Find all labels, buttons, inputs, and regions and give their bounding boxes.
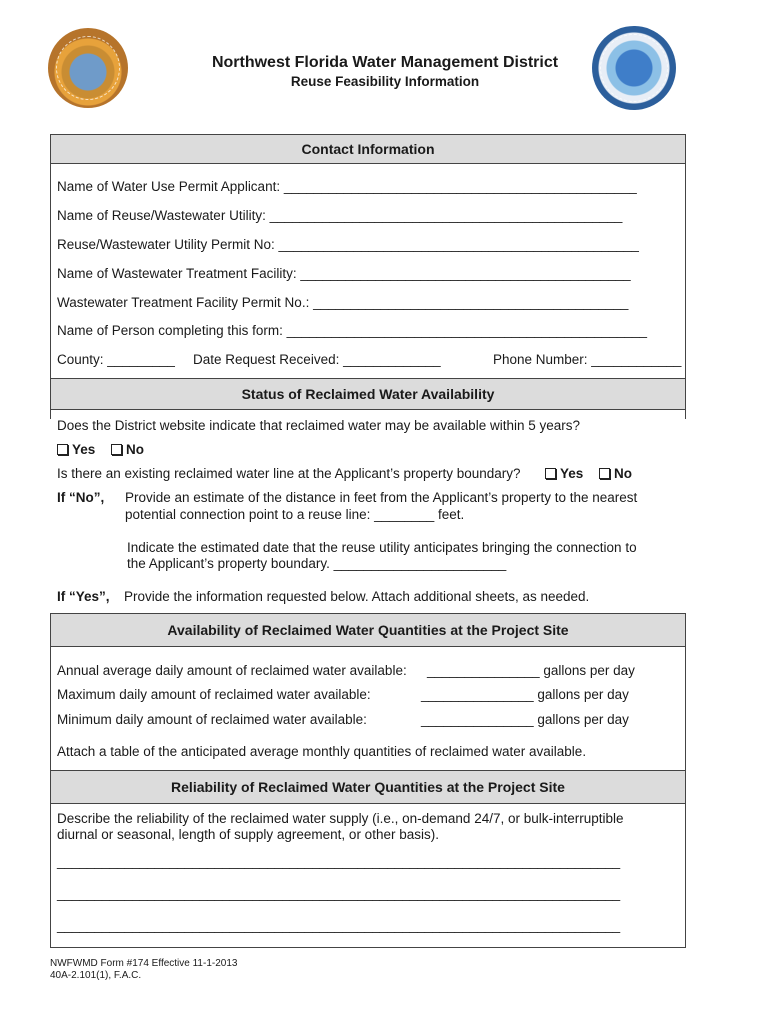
checkbox-icon[interactable] [599, 468, 610, 479]
checkbox-icon[interactable] [545, 468, 556, 479]
availability-header-box [50, 613, 686, 647]
county-field[interactable]: County: _________ [57, 352, 175, 367]
status-heading: Status of Reclaimed Water Availability [51, 379, 685, 410]
utility-permit-field[interactable]: Reuse/Wastewater Utility Permit No: ________________________________________________ [57, 237, 639, 252]
status-header-box [50, 378, 686, 419]
annual-field[interactable]: _______________ gallons per day [427, 663, 635, 678]
reliability-section [50, 770, 686, 948]
existing-line-yes-option[interactable]: Yes [545, 466, 583, 481]
facility-field[interactable]: Name of Wastewater Treatment Facility: ____________________________________________ [57, 266, 631, 281]
existing-line-question: Is there an existing reclaimed water line at the Applicant’s property boundary? [57, 466, 521, 481]
reliability-blank-line[interactable]: ___________________________________________________________________________ [57, 886, 621, 901]
availability-heading: Availability of Reclaimed Water Quantities at the Project Site [51, 614, 685, 646]
if-no-date-text-2[interactable]: the Applicant’s property boundary. _______________________ [127, 556, 507, 571]
if-yes-text: Provide the information requested below. Attach additional sheets, as needed. [124, 589, 590, 604]
utility-field[interactable]: Name of Reuse/Wastewater Utility: _______________________________________________ [57, 208, 623, 223]
attach-note: Attach a table of the anticipated average monthly quantities of reclaimed water available. [57, 744, 587, 759]
checkbox-icon[interactable] [111, 444, 122, 455]
website-question: Does the District website indicate that reclaimed water may be available within 5 years? [57, 418, 580, 433]
if-no-label: If “No”, [57, 490, 105, 505]
contact-section [50, 134, 686, 380]
reliability-blank-line[interactable]: ___________________________________________________________________________ [57, 918, 621, 933]
if-no-distance-text-1: Provide an estimate of the distance in feet from the Applicant’s property to the nearest [125, 490, 638, 505]
checkbox-icon[interactable] [57, 444, 68, 455]
page-title: Northwest Florida Water Management District [211, 54, 559, 71]
existing-line-no-option[interactable]: No [599, 466, 632, 481]
reliability-heading: Reliability of Reclaimed Water Quantities at the Project Site [51, 771, 685, 804]
if-yes-label: If “Yes”, [57, 589, 110, 604]
maximum-label: Maximum daily amount of reclaimed water available: [57, 687, 371, 702]
reliability-blank-line[interactable]: ___________________________________________________________________________ [57, 854, 621, 869]
website-no-option[interactable]: No [111, 442, 144, 457]
availability-section [50, 645, 686, 771]
phone-field[interactable]: Phone Number: ____________ [493, 352, 682, 367]
footer [50, 958, 237, 982]
facility-permit-field[interactable]: Wastewater Treatment Facility Permit No.: __________________________________________ [57, 295, 629, 310]
annual-label: Annual average daily amount of reclaimed water available: [57, 663, 407, 678]
maximum-field[interactable]: _______________ gallons per day [421, 687, 629, 702]
reliability-text-1: Describe the reliability of the reclaimed water supply (i.e., on-demand 24/7, or bulk-interruptible [57, 811, 624, 826]
form-number: NWFWMD Form #174 Effective 11-1-2013 [50, 958, 238, 969]
contact-heading: Contact Information [51, 135, 685, 164]
website-yes-option[interactable]: Yes [57, 442, 95, 457]
minimum-field[interactable]: _______________ gallons per day [421, 712, 629, 727]
date-received-field[interactable]: Date Request Received: _____________ [193, 352, 441, 367]
reliability-text-2: diurnal or seasonal, length of supply agreement, or other basis). [57, 827, 439, 842]
page-subtitle: Reuse Feasibility Information [290, 74, 480, 89]
applicant-field[interactable]: Name of Water Use Permit Applicant: _______________________________________________ [57, 179, 637, 194]
if-no-date-text-1: Indicate the estimated date that the reuse utility anticipates bringing the connection to [127, 540, 637, 555]
person-field[interactable]: Name of Person completing this form: ________________________________________________ [57, 323, 647, 338]
minimum-label: Minimum daily amount of reclaimed water available: [57, 712, 367, 727]
if-no-distance-text-2[interactable]: potential connection point to a reuse line: ________ feet. [125, 507, 465, 522]
rule-reference: 40A-2.101(1), F.A.C. [50, 970, 142, 981]
